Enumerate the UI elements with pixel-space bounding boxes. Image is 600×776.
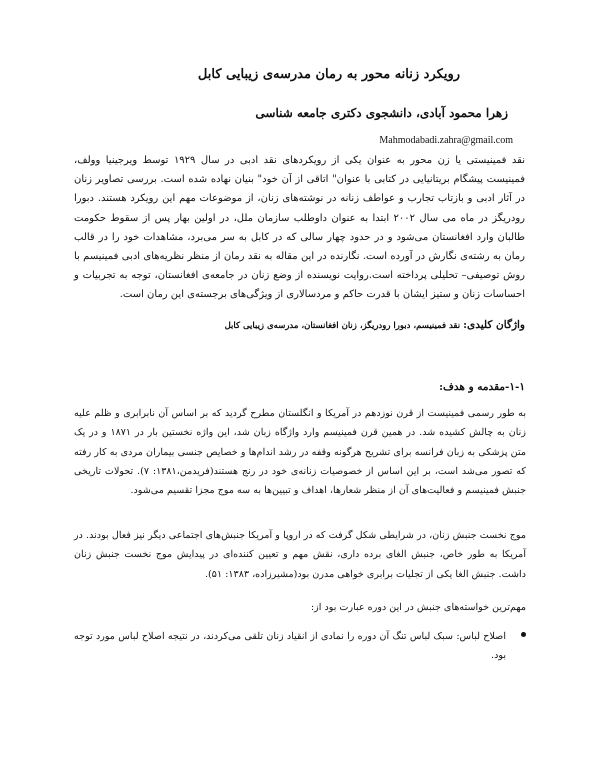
keywords-text: نقد فمینیسم، دبورا رودریگز، زنان افغانستان، مدرسه‌ی زیبایی کابل xyxy=(224,321,461,331)
bullet-list-item xyxy=(74,627,526,665)
keywords-label: واژگان کلیدی: xyxy=(463,319,525,331)
bullet-text: اصلاح لباس: سبک لباس تنگ آن دوره را نمادی از انقیاد زنان تلقی می‌کردند، در نتیجه اصلاح لباس مورد توجه بود. xyxy=(74,631,506,661)
body-paragraph-2: موج نخست جنبش زنان، در شرایطی شکل گرفت که در اروپا و آمریکا جنبش‌های اجتماعی دیگر نیز فعال بودند. در آمریکا به طور خاص، جنبش الغای برده داری، نقش مهم و تعیین کننده‌ای در پیدایش موج نخست جنبش زنان داشت. جنبش الغا یکی از تجلیات برابری خواهی مدرن بود(مشیرزاده، ۱۳۸۳: ۵۱). xyxy=(74,530,526,580)
keywords xyxy=(74,318,525,333)
author-email: Mahmodabadi.zahra@gmail.com xyxy=(379,135,513,146)
paper-title: رویکرد زنانه محور به رمان مدرسه‌ی زیبایی کابل xyxy=(197,67,460,82)
section-heading: ۱-۱-مقدمه و هدف: xyxy=(439,381,525,393)
abstract-paragraph: نقد فمینیستی یا زن محور به عنوان یکی از رویکردهای نقد ادبی در سال ۱۹۲۹ توسط ویرجینیا وولف، فمینیست پیشگام بریتانیایی در کتابی با عنوان" اتاقی از آن خود" بنیان نهاده شده است. بررسی تصاویر زنان در آثار ادبی و بازتاب تجارب و عواطف زنانه در نوشته‌های زنان، از موضوعات مهم این رویکرد هستند. دبورا رودریگز در ماه می سال ۲۰۰۲ ابتدا به عنوان داوطلب سازمان ملل، در اولین بهار پس از سقوط حکومت طالبان وارد افغانستان می‌شود و در حدود چهار سالی که در کابل به سر می‌برد، مشاهدات خود را در قالب رمان به رشته‌ی نگارش در آورده است. نگارنده در این مقاله به نقد رمان از منظر نظریه‌های ادبی فمینیسم با روش توصیفی– تحلیلی پرداخته است.روایت نویسنده از وضع زنان در جامعه‌ی افغانستان، توجه به تجربیات و احساسات زنان و ستیز ایشان با قدرت حاکم و مردسالاری از ویژگی‌های برجسته‌ی این رمان است. xyxy=(74,155,525,301)
body-paragraph-1: به طور رسمی فمینیست از قرن نوزدهم در آمریکا و انگلستان مطرح گردید که بر اساس آن نابرابری و ظلم علیه زنان به چالش کشیده شد. در همین قرن فمینیسم وارد واژگاه زبان شد، این واژه نخستین بار در ۱۸۷۱ و در یک متن پزشکی به زبان فرانسه برای تشریح هرگونه وقفه در رشد اندام‌ها و خصایص جنسی بیماران مردی به کار رفته که تصور می‌شد است، بر این اساس از خصوصیات زنانه‌ی خود در رنج هستند(فریدمن،۱۳۸۱: ۷). تحولات تاریخی جنبش فمینیسم و فعالیت‌های آن از منظر شعارها، اهداف و تبیین‌ها به سه موج مجزا تقسیم می‌شود. xyxy=(74,408,526,497)
bullet-marker xyxy=(521,632,526,637)
author-line: زهرا محمود آبادی، دانشجوی دکتری جامعه شناسی xyxy=(255,106,508,120)
body-paragraph-3: مهم‌ترین خواسته‌های جنبش در این دوره عبارت بود از: xyxy=(310,602,526,613)
